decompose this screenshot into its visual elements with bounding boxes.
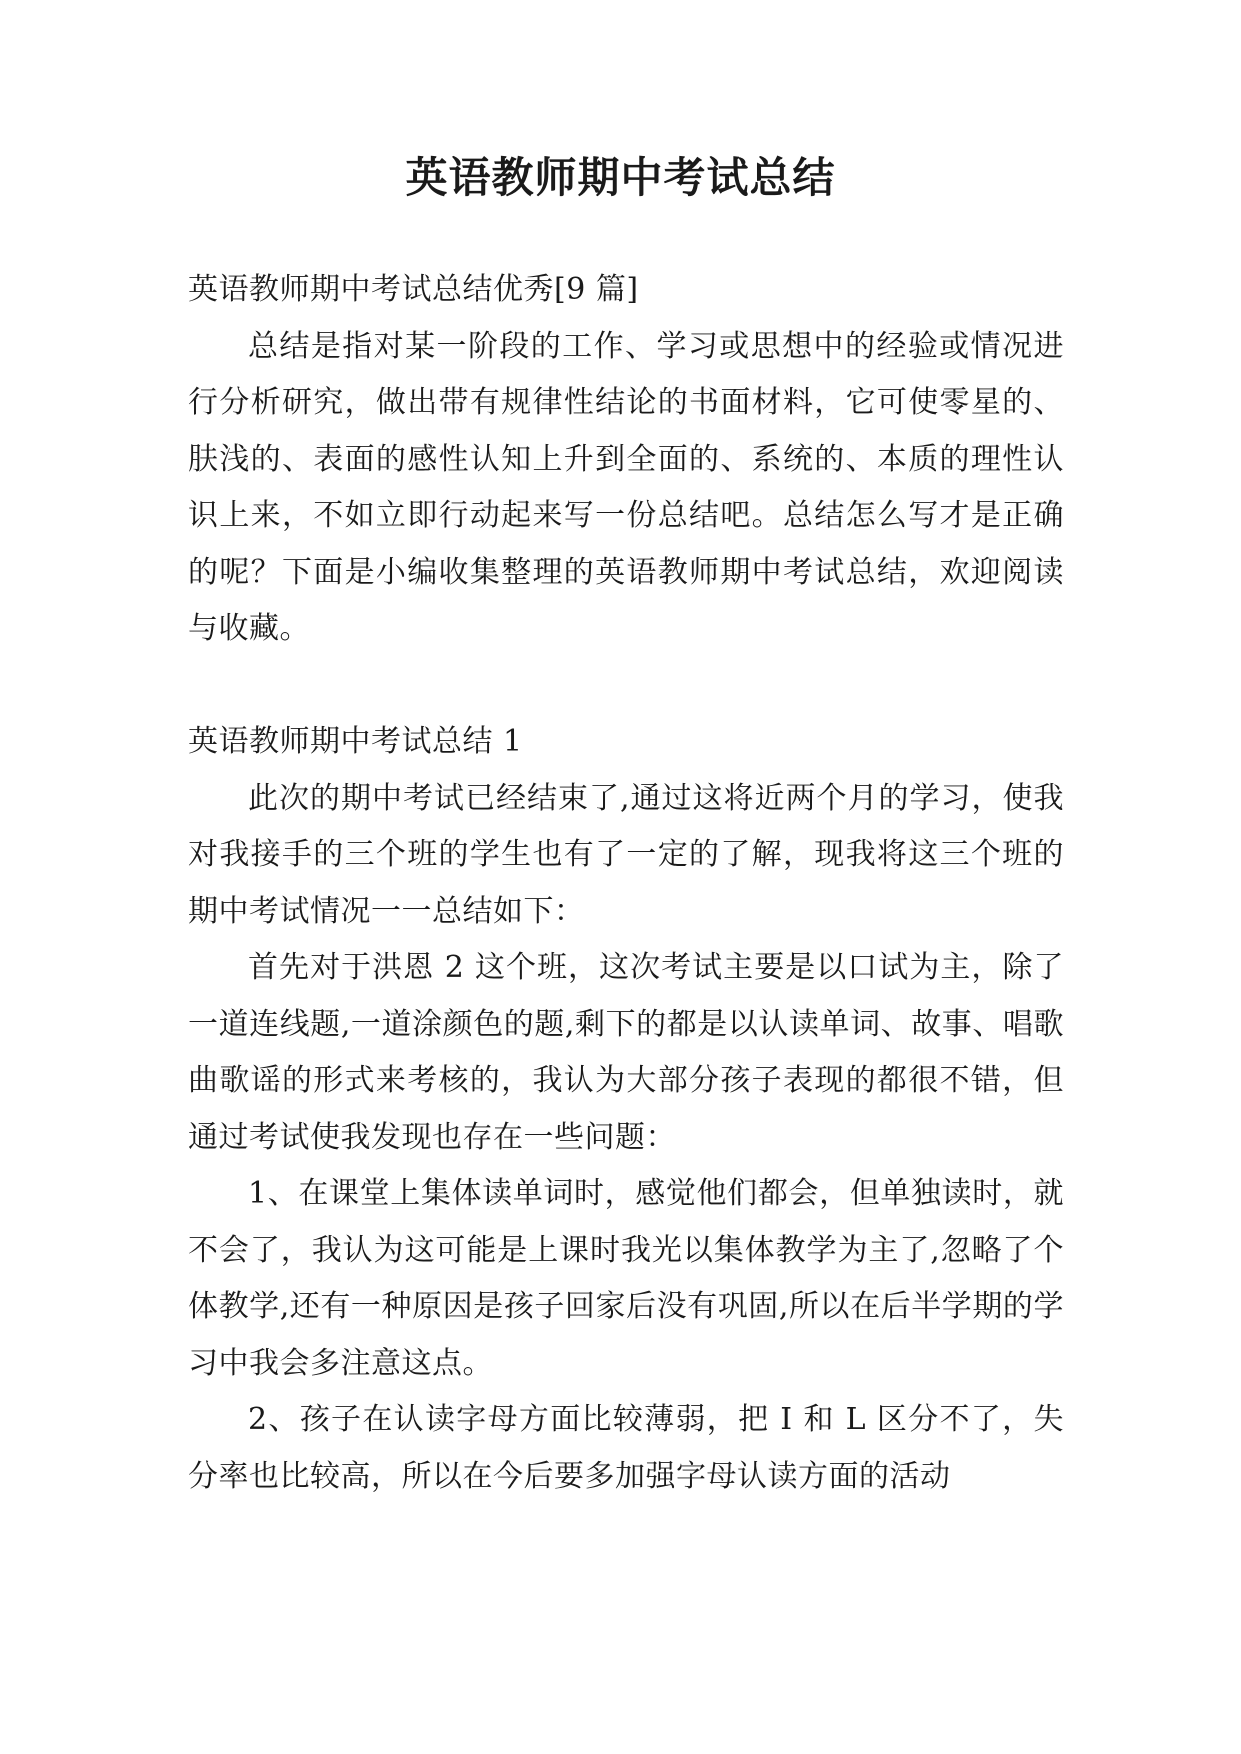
paragraph-spacer <box>188 658 1064 715</box>
body-paragraph: 首先对于洪恩 2 这个班，这次考试主要是以口试为主，除了一道连线题,一道涂颜色的题,剩下的都是以认读单词、故事、唱歌曲歌谣的形式来考核的，我认为大部分孩子表现的都很不错，但通过考试使我发现也存在一些问题： <box>188 950 1064 1155</box>
body-paragraph: 此次的期中考试已经结束了,通过这将近两个月的学习，使我对我接手的三个班的学生也有了一定的了解，现我将这三个班的期中考试情况一一总结如下： <box>188 780 1064 929</box>
body-paragraph: 2、孩子在认读字母方面比较薄弱，把 I 和 L 区分不了，失分率也比较高，所以在今后要多加强字母认读方面的活动 <box>188 1402 1064 1494</box>
body-paragraph: 1、在课堂上集体读单词时，感觉他们都会，但单独读时，就不会了，我认为这可能是上课时我光以集体教学为主了,忽略了个体教学,还有一种原因是孩子回家后没有巩固,所以在后半学期的学习中我会多注意这点。 <box>188 1176 1064 1381</box>
document-body <box>188 262 1064 1505</box>
document-title: 英语教师期中考试总结 <box>405 153 836 202</box>
section-heading: 英语教师期中考试总结 1 <box>188 724 523 759</box>
document-subtitle: 英语教师期中考试总结优秀[9 篇] <box>188 272 639 307</box>
intro-paragraph: 总结是指对某一阶段的工作、学习或思想中的经验或情况进行分析研究，做出带有规律性结论的书面材料，它可使零星的、肤浅的、表面的感性认知上升到全面的、系统的、本质的理性认识上来，不如立即行动起来写一份总结吧。总结怎么写才是正确的呢？下面是小编收集整理的英语教师期中考试总结，欢迎阅读与收藏。 <box>188 328 1064 646</box>
